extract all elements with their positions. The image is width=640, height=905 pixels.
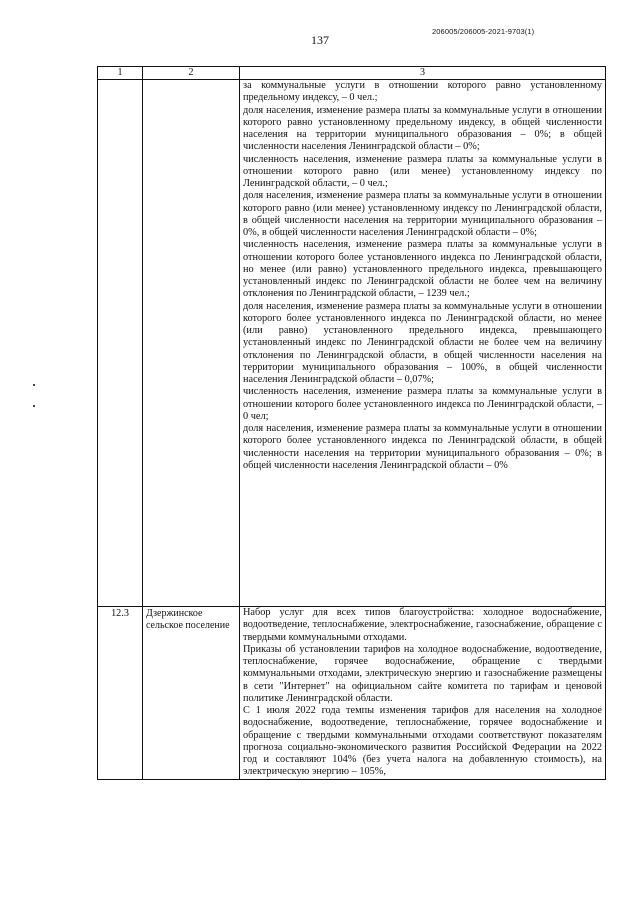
column-header-1: 1 [98, 67, 143, 80]
settlement-name [143, 80, 240, 607]
column-header-2: 2 [143, 67, 240, 80]
description-cell [240, 80, 606, 607]
paragraph: численность населения, изменение размера платы за коммунальные услуги в отношении которого равно (или менее) установленному индексу по Ленинградской области, – 0 чел.; [243, 153, 602, 189]
paragraph: Приказы об установлении тарифов на холодное водоснабжение, водоотведение, теплоснабжение, горячее водоснабжение, обращение с твердыми коммунальными отходами, электрическую энергию и газоснабжение размещены в сети "Интернет" на официальном сайте комитета по тарифам и ценовой политике Ленинградской области. [243, 643, 602, 704]
table-row [98, 607, 606, 780]
paragraph: доля населения, изменение размера платы за коммунальные услуги в отношении которого равно (или менее) установленному индексу по Ленинградской области, в общей численности населения на территории муниципального образования – 0%, в общей численности населения Ленинградской области – 0%; [243, 190, 602, 238]
main-table [97, 66, 606, 780]
paragraph: доля населения, изменение размера платы за коммунальные услуги в отношении которого равно установленному предельному индексу, в общей численности населения на территории муниципального образования – 0%; в общей численности населения Ленинградской области – 0%; [243, 104, 602, 153]
margin-mark [33, 405, 35, 407]
paragraph: С 1 июля 2022 года темпы изменения тарифов для населения на холодное водоснабжение, водоотведение, теплоснабжение, горячее водоснабжение и обращение с твердыми коммунальными отходами соответствуют показателям прогноза социально-экономического развития Российской Федерации на 2022 год и составляют 104% (без учета налога на добавленную стоимость), на электрическую энергию – 105%, [243, 705, 602, 778]
paragraph: численность населения, изменение размера платы за коммунальные услуги в отношении которого более установленного индекса по Ленинградской области, но менее (или равно) установленного предельного индекса, превышающего установленный индекс по Ленинградской области не более чем на величину отклонения по Ленинградской области, – 1239 чел.; [243, 239, 602, 300]
description-cell [240, 607, 606, 780]
margin-marks [33, 384, 39, 426]
paragraph: численность населения, изменение размера платы за коммунальные услуги в отношении которого более установленного индекса по Ленинградской области, – 0 чел; [243, 386, 602, 422]
page-number: 137 [311, 33, 329, 47]
paragraph: за коммунальные услуги в отношении которого равно установленному предельному индексу, – 0 чел.; [243, 80, 602, 104]
column-header-3: 3 [240, 67, 606, 80]
paragraph: доля населения, изменение размера платы за коммунальные услуги в отношении которого более установленного индекса по Ленинградской области, но менее (или равно) установленного предельного индекса, превышающего установленный индекс по Ленинградской области не более чем на величину отклонения по Ленинградской области, в общей численности населения на территории муниципального образования – 100%, в общей численности населения Ленинградской области – 0,07%; [243, 300, 602, 385]
paragraph: Набор услуг для всех типов благоустройства: холодное водоснабжение, водоотведение, теплоснабжение, электроснабжение, газоснабжение, обращение с твердыми коммунальными отходами. [243, 607, 602, 643]
table-row [98, 80, 606, 607]
document-code: 206005/206005-2021-9703(1) [432, 27, 535, 36]
row-number: 12.3 [98, 607, 143, 780]
settlement-name: Дзержинское сельское поселение [143, 607, 240, 780]
paragraph: доля населения, изменение размера платы за коммунальные услуги в отношении которого более установленного индекса по Ленинградской области, в общей численности населения на территории муниципального образования – 0%; в общей численности населения Ленинградской области – 0% [243, 423, 602, 471]
margin-mark [33, 384, 35, 386]
row-number [98, 80, 143, 607]
table-header-row [98, 67, 606, 80]
